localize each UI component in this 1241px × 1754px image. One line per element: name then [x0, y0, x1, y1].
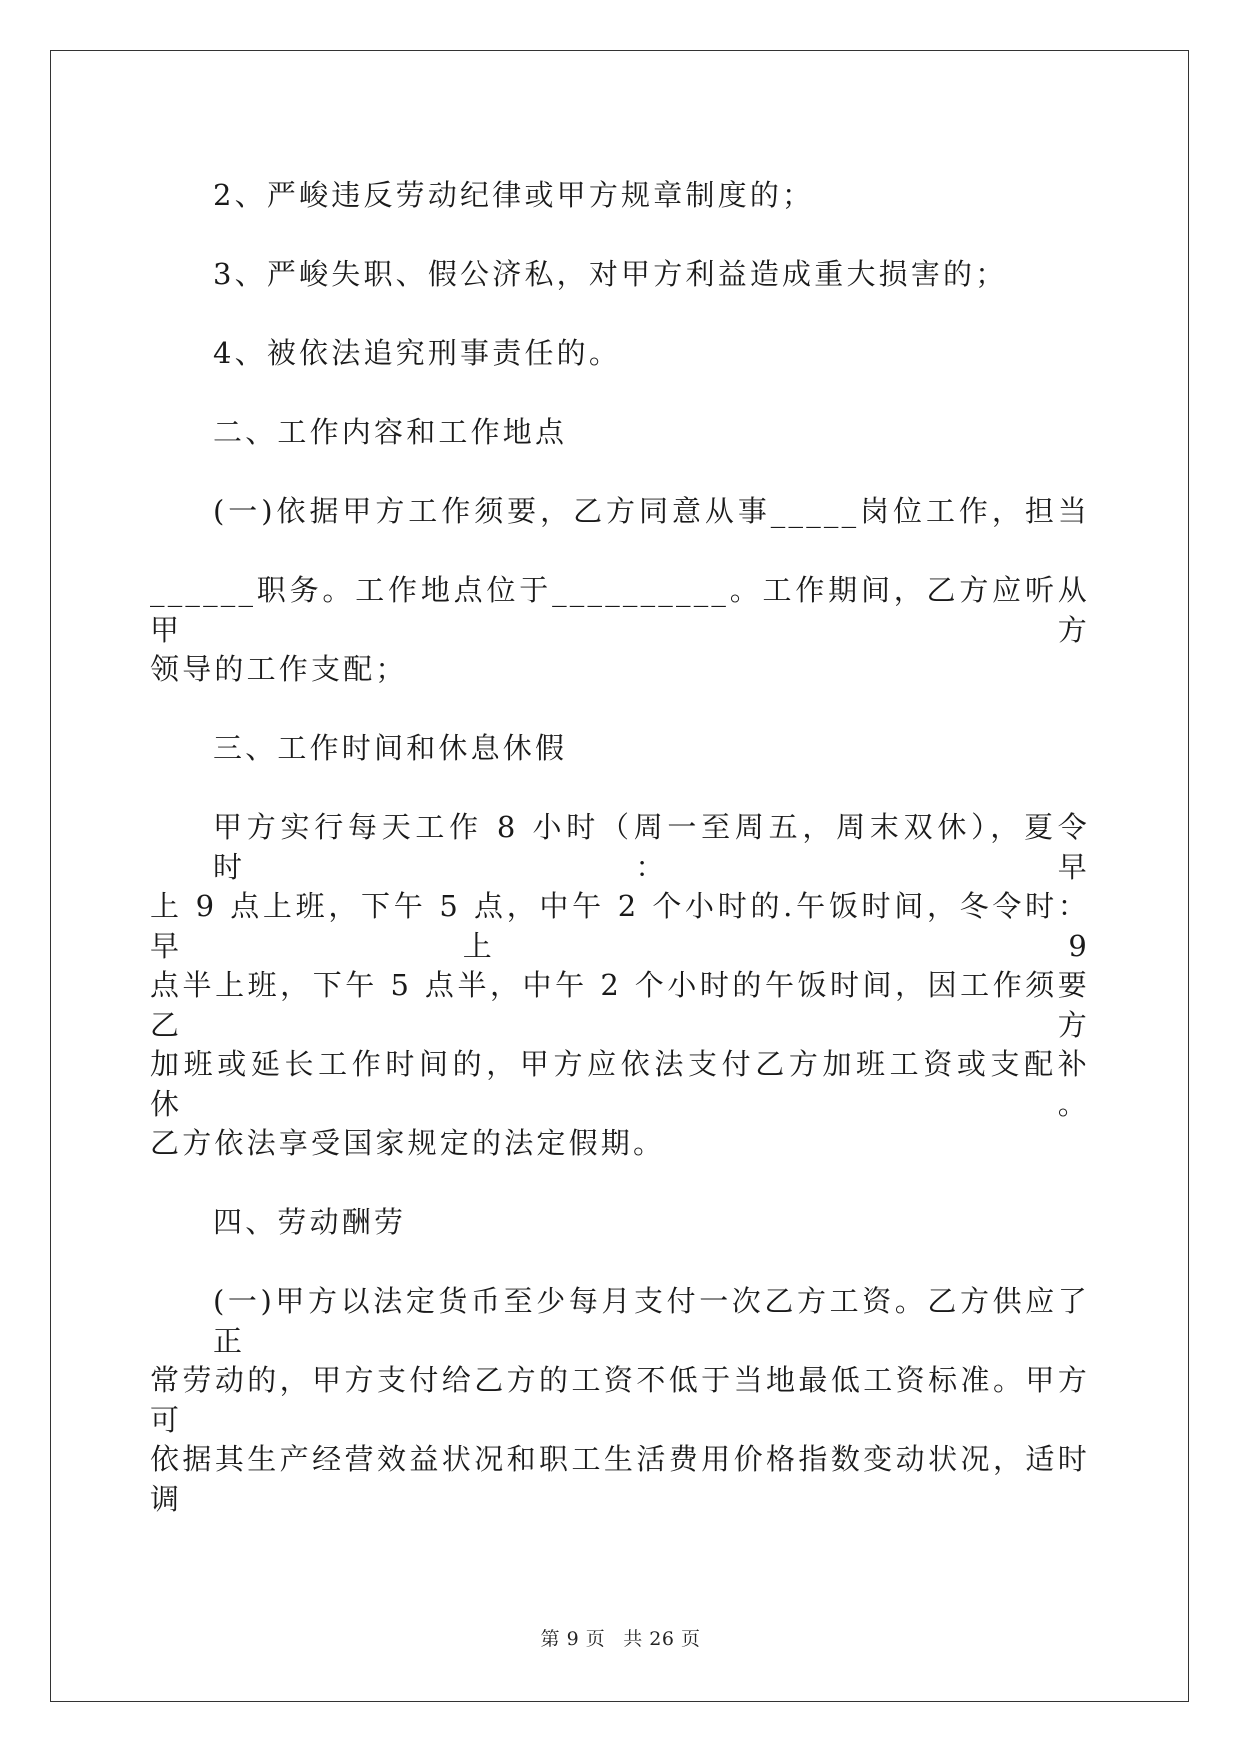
paragraph-item-2: 2、严峻违反劳动纪律或甲方规章制度的；: [213, 178, 815, 212]
section-heading-2: 二、工作内容和工作地点: [213, 415, 568, 449]
paragraph-line: 常劳动的，甲方支付给乙方的工资不低于当地最低工资标准。甲方可: [150, 1363, 1090, 1437]
paragraph-line: (一)依据甲方工作须要，乙方同意从事_____岗位工作，担当: [213, 494, 1090, 528]
page-number: 第 9 页: [540, 1628, 606, 1650]
paragraph-line: ______职务。工作地点位于__________。工作期间，乙方应听从甲方: [150, 573, 1090, 647]
section-heading-4: 四、劳动酬劳: [213, 1205, 407, 1239]
paragraph-item-3: 3、严峻失职、假公济私，对甲方利益造成重大损害的；: [213, 257, 1008, 291]
paragraph-item-4: 4、被依法追究刑事责任的。: [213, 336, 622, 370]
paragraph-line: (一)甲方以法定货币至少每月支付一次乙方工资。乙方供应了正: [213, 1284, 1090, 1358]
page-footer: [0, 1624, 1241, 1651]
paragraph-line: 甲方实行每天工作 8 小时（周一至周五，周末双休），夏令时：早: [213, 810, 1090, 884]
paragraph-line: 上 9 点上班，下午 5 点，中午 2 个小时的.午饭时间，冬令时：早上 9: [150, 889, 1090, 963]
paragraph-line: 点半上班，下午 5 点半，中午 2 个小时的午饭时间，因工作须要乙方: [150, 968, 1090, 1042]
paragraph-line: 依据其生产经营效益状况和职工生活费用价格指数变动状况，适时调: [150, 1442, 1090, 1516]
page-total: 共 26 页: [623, 1628, 701, 1650]
paragraph-line: 乙方依法享受国家规定的法定假期。: [150, 1126, 666, 1160]
paragraph-line: 领导的工作支配；: [150, 652, 408, 686]
section-heading-3: 三、工作时间和休息休假: [213, 731, 568, 765]
paragraph-line: 加班或延长工作时间的，甲方应依法支付乙方加班工资或支配补休。: [150, 1047, 1090, 1121]
